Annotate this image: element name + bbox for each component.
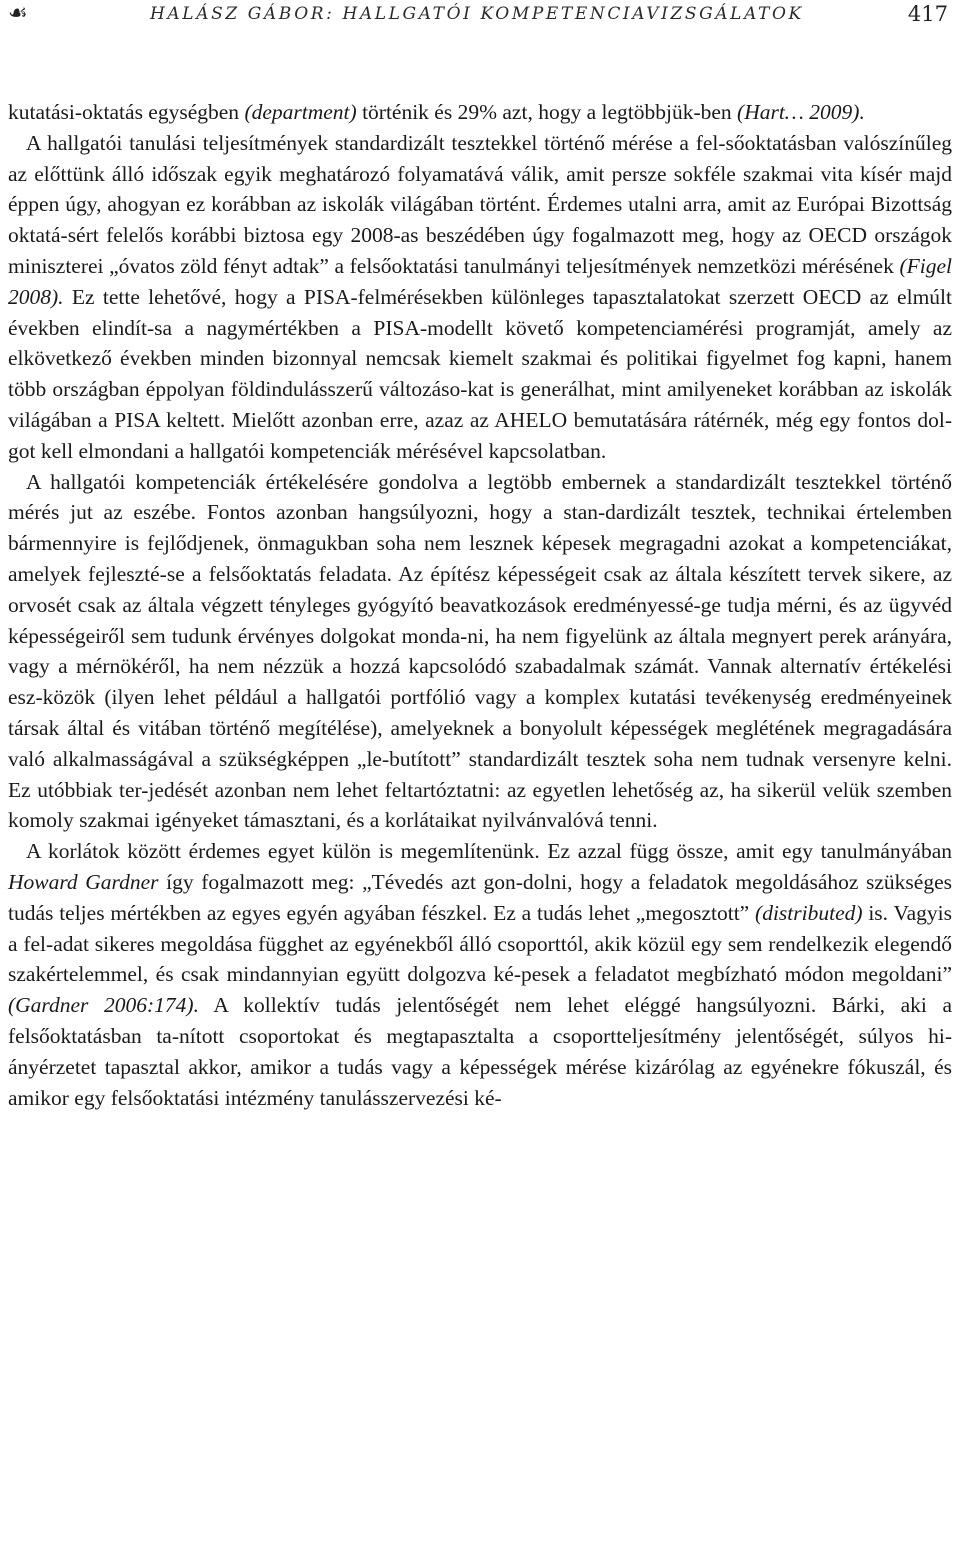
italic-text: (Figel 2008). [8, 253, 952, 309]
italic-text: Howard Gardner [8, 869, 159, 894]
text-run: A kollektív tudás jelentőségét nem lehet eléggé hangsúlyozni. Bárki, aki a felsőoktatásban ta-nított csoportokat és megtapasztalta a csoportteljesítmény jelentőségét, súlyos hi-ányérzetet tapasztal akkor, amikor a tudás vagy a képességek mérése kizárólag az egyénekre fókuszál, és amikor egy felsőoktatási intézmény tanulásszervezési ké- [8, 993, 952, 1110]
text-run: A korlátok között érdemes egyet külön is megemlítenünk. Ez azzal függ össze, amit egy tanulmányában [26, 839, 952, 864]
text-run: A hallgatói tanulási teljesítmények standardizált tesztekkel történő mérése a fel-sőoktatásban valószínűleg az előttünk álló időszak egyik meghatározó folyamatává válik, amit persze sokféle szakmai vita kísér majd éppen úgy, ahogyan ez korábban az iskolák világában történt. Érdemes utalni arra, amit az Európai Bizottság oktatá-sért felelős korábbi biztosa egy 2008-as beszédében úgy fogalmazott meg, hogy az OECD országok miniszterei „óvatos zöld fényt adtak” a felsőoktatási tanulmányi teljesítmények nemzetközi mérésének [8, 130, 952, 278]
italic-text: (department) [244, 100, 357, 124]
paragraph [8, 467, 952, 837]
fleuron-ornament-icon: ☙ [8, 1, 28, 26]
running-head: HALÁSZ GÁBOR: HALLGATÓI KOMPETENCIAVIZSGÁLATOK [150, 4, 804, 24]
page-number: 417 [907, 2, 948, 26]
body-text [8, 97, 952, 1113]
paragraph [8, 836, 952, 1113]
text-run: A hallgatói kompetenciák értékelésére gondolva a legtöbb embernek a standardizált tesztekkel történő mérés jut az eszébe. Fontos azonban hangsúlyozni, hogy a stan-dardizált tesztek, technikai értelemben bármennyire is fejlődjenek, önmagukban soha nem lesznek képesek megragadni azokat a kompetenciákat, amelyek fejleszté-se a felsőoktatás feladata. Az építész képességeit csak az általa készített tervek sikere, az orvosét csak az általa végzett tényleges gyógyító beavatkozások eredményessé-ge tudja mérni, és az ügyvéd képességeiről sem tudunk érvényes dolgokat monda-ni, ha nem figyelünk az általa megnyert perek arányára, vagy a mérnökéről, ha nem nézzük a hozzá kapcsolódó szabadalmak számát. Vannak alternatív értékelési esz-közök (ilyen lehet például a hallgatói portfólió vagy a komplex kutatási tevékenység eredményeinek társak által és vitában történő megítélése), amelyeknek a bonyolult képességek meglétének megragadására való alkalmasságával a szükségképpen „le-butított” standardizált tesztek soha nem tudnak versenyre kelni. Ez utóbbiak ter-jedését azonban nem lehet feltartóztatni: az egyetlen lehetőség az, ha sikerül velük szemben komoly szakmai igényeket támasztani, és a korlátaikat nyilvánvalóvá tenni. [8, 469, 952, 833]
paragraph [8, 128, 952, 467]
text-run: így fogalmazott meg: „Tévedés azt gon-dolni, hogy a feladatok megoldásához szükséges tudás teljes mértékben az egyes egyén agyában fészkel. Ez a tudás lehet „megosztott” [8, 869, 952, 925]
text-run: történik és 29% azt, hogy a legtöbbjük-ben [356, 100, 738, 124]
page-header [0, 0, 960, 40]
paragraph [8, 97, 952, 128]
text-run: kutatási-oktatás egységben [8, 100, 245, 124]
text-run: is. Vagyis a fel-adat sikeres megoldása függhet az egyénekből álló csoporttól, akik közül egy sem rendelkezik elegendő szakértelemmel, és csak mindannyian együtt dolgozva ké-pesek a feladatot megbízható módon megoldani” [8, 900, 952, 987]
italic-text: (Gardner 2006:174). [8, 993, 199, 1018]
text-run: Ez tette lehetővé, hogy a PISA-felmérésekben különleges tapasztalatokat szerzett OECD az elmúlt években elindít-sa a nagymértékben a PISA-modellt követő kompetenciamérési programját, amely az elkövetkező években minden bizonnyal nemcsak kiemelt szakmai és politikai figyelmet fog kapni, hanem több országban éppolyan földindulásszerű változáso-kat is generálhat, mint amilyeneket korábban az iskolák világában a PISA keltett. Mielőtt azonban erre, azaz az AHELO bemutatására rátérnék, még egy fontos dol-got kell elmondani a hallgatói kompetenciák mérésével kapcsolatban. [8, 284, 952, 463]
italic-text: (Hart… 2009). [737, 100, 865, 124]
italic-text: (distributed) [755, 900, 863, 925]
